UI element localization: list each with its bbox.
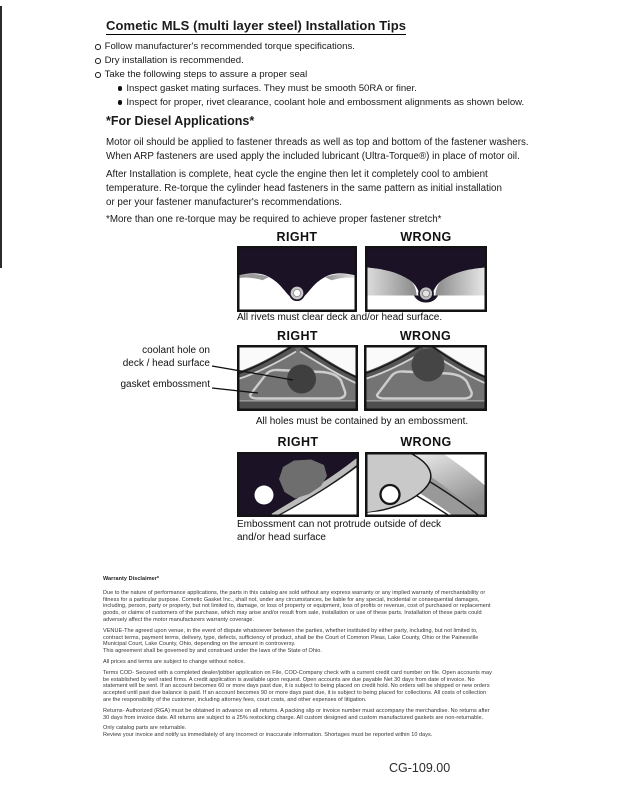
page-title: Cometic MLS (multi layer steel) Installation Tips [106, 18, 407, 33]
figure-rivet-wrong-panel [365, 246, 487, 312]
scan-artifact-line [0, 6, 2, 268]
legal-paragraph-prices [103, 659, 533, 666]
tip-text: Take the following steps to assure a proper seal [104, 69, 308, 80]
list-item [95, 69, 355, 83]
legal-line: Terms COD- Secured with a completed dealer/jobber application on File, COD-Company check with a current credit card number on file. Open accounts may [103, 669, 492, 676]
diesel-paragraph-2 [106, 168, 502, 210]
embossment-right-diagram-icon [237, 452, 359, 517]
figure3-right-label: RIGHT [277, 435, 319, 449]
legal-line: 30 days from invoice date. All returns are subject to a 25% restocking charge. All custom designed and custom manufactured gaskets are non-returnable. [103, 714, 484, 721]
figure2-right-label: RIGHT [277, 329, 318, 343]
callout-leader-lines-icon [205, 358, 305, 400]
tip-text: Follow manufacturer's recommended torque specifications. [104, 41, 355, 52]
tips-list [95, 41, 355, 83]
holes-wrong-diagram-icon [364, 345, 487, 411]
list-item [95, 41, 355, 55]
paragraph-line: or per your fastener manufacturer's recommendations. [106, 197, 343, 208]
rivet-wrong-diagram-icon [365, 246, 487, 312]
document-code: CG-109.00 [389, 761, 451, 775]
legal-line: fitness for a particular purpose. Cometic Gasket Inc., shall not, under any circumstances, be liable for any special, incidental or consequential damages, [103, 596, 480, 603]
dot-bullet-icon [118, 86, 122, 90]
legal-line: contract terms, payment terms, delivery, type, defects, sufficiency of product, shall be the Court of Common Pleas, Lake County, Ohio or the Painesville [103, 634, 479, 641]
tip-text: Inspect gasket mating surfaces. They must be smooth 50RA or finer. [126, 83, 417, 94]
diesel-heading: *For Diesel Applications* [106, 114, 255, 128]
legal-line: VENUE-The agreed upon venue, in the event of dispute whatsoever between the parties, whether instituted by either party, including, but not limited to, [103, 627, 478, 634]
diesel-paragraph-1 [106, 136, 529, 164]
paragraph-line: temperature. Re-torque the cylinder head fasteners in the same pattern as initial installation [106, 183, 502, 194]
legal-line: Municipal Court, Lake County, Ohio, depending on the amount in controversy. [103, 641, 296, 648]
legal-line: accepted until past due balance is paid. If an account becomes 90 or more days past due, it is subject to being placed for collections. All costs of collection [103, 690, 487, 697]
tip-text: Dry installation is recommended. [104, 55, 244, 66]
paragraph-line: Motor oil should be applied to fastener threads as well as top and bottom of the fastener washers. [106, 137, 529, 148]
caption-line: and/or head surface [237, 532, 326, 543]
circle-bullet-icon [95, 58, 101, 64]
legal-line: including, person, party or property, but not limited to, damage, or loss of property or equipment, loss of profits or revenue, cost of purchased or replacement [103, 603, 491, 610]
legal-line: statement will be sent. If an account becomes 60 or more days past due, it is subject to being placed on credit hold. No orders will be shipped or new orders [103, 683, 490, 690]
caption-line: Embossment can not protrude outside of deck [237, 519, 442, 530]
figure1-wrong-label: WRONG [400, 230, 452, 244]
gasket-embossment-callout: gasket embossment [120, 379, 210, 390]
paragraph-line: When ARP fasteners are used apply the included lubricant (Ultra-Torque®) in place of motor oil. [106, 151, 520, 162]
legal-paragraph-catalog [103, 725, 533, 739]
legal-line: are the responsibility of the customer, including attorney fees, court costs, and other expenses of litigation. [103, 696, 367, 703]
circle-bullet-icon [95, 72, 101, 78]
paragraph-line: After Installation is complete, heat cycle the engine then let it completely cool to ambient [106, 169, 488, 180]
figure-embossment-right-panel [237, 452, 359, 517]
legal-paragraph-terms [103, 670, 533, 704]
legal-paragraph-returns [103, 708, 533, 722]
legal-line: Review your invoice and notify us immediately of any incorrect or inaccurate information. Shortages must be reported within 10 days. [103, 732, 433, 739]
legal-line: Only catalog parts are returnable. [103, 725, 187, 732]
figure1-right-label: RIGHT [276, 230, 318, 244]
list-item [118, 83, 524, 97]
figure-embossment-wrong-panel [365, 452, 487, 517]
legal-paragraph-warranty [103, 590, 533, 624]
figure-rivet-right-panel [237, 246, 357, 312]
legal-line: be established by well rated firms. A credit application is available upon request. Open accounts are due payable Net 30 days from date of invoice. No [103, 676, 475, 683]
figure1-caption: All rivets must clear deck and/or head surface. [237, 312, 443, 323]
sub-tips-list [118, 83, 524, 111]
legal-section [103, 576, 533, 743]
retorque-note: *More than one re-torque may be required to achieve proper fastener stretch* [106, 214, 442, 225]
figure2-caption: All holes must be contained by an embossment. [255, 416, 469, 427]
circle-bullet-icon [95, 44, 101, 50]
legal-line: Due to the nature of performance applications, the parts in this catalog are sold without any express warranty or any implied warranty of merchantability or [103, 589, 486, 596]
legal-line: All prices and terms are subject to change without notice. [103, 658, 245, 665]
list-item [118, 97, 524, 111]
legal-line: adversely affect the motor manufacturers warranty coverage. [103, 616, 255, 623]
rivet-right-diagram-icon [237, 246, 357, 312]
figure3-caption [237, 518, 441, 544]
legal-paragraph-venue [103, 628, 533, 655]
warranty-disclaimer-heading: Warranty Disclaimer* [103, 576, 160, 582]
embossment-wrong-diagram-icon [365, 452, 487, 517]
coolant-hole-callout [98, 345, 210, 370]
callout-line: deck / head surface [122, 357, 210, 369]
dot-bullet-icon [118, 100, 122, 104]
legal-line: goods, or claims of customers of the purchase, which may arise and/or result from sale, installation or use of these parts. Installation of these parts could [103, 610, 482, 617]
callout-line: coolant hole on [142, 345, 210, 356]
list-item [95, 55, 355, 69]
figure3-wrong-label: WRONG [400, 435, 452, 449]
legal-line: Returns- Authorized (RGA) must be obtained in advance on all returns. A packing slip or invoice number must accompany the merchandise. No returns after [103, 707, 490, 714]
tip-text: Inspect for proper, rivet clearance, coolant hole and embossment alignments as shown below. [126, 97, 525, 108]
figure-holes-wrong-panel [364, 345, 487, 411]
figure2-wrong-label: WRONG [399, 329, 452, 343]
legal-line: This agreement shall be governed by and construed under the laws of the State of Ohio. [103, 648, 322, 655]
